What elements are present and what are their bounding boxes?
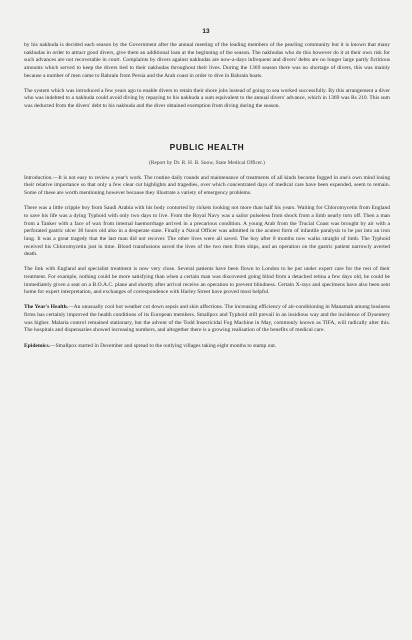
- section-byline: (Report by Dr. R. H. B. Snow, State Medical Officer.): [149, 159, 265, 166]
- page-number: 13: [202, 28, 210, 35]
- paragraph-emergency-cases-text: There was a little cripple boy from Saudi Arabia with his body contorted by rickets looking not more than half his years. Waiting for Chloromycetin from England to save his life was a dying Typhoid with only two days to live. From the Royal Navy was a sailor pulseless from shock from a limb nearly torn off. Then a man from a Tanker with a face of wax from internal haemorrhage arrived in a precarious condition. A young Arab from the Trucial Coast was brought by air with a perforated gastric ulcer 30 hours old also in a desperate state. Finally a Naval Officer was admitted in the acutest form of infantile paralysis to be put into an iron lung. It was a great tragedy that the last man did not recover. The other lives were all saved. The boy after 8 months now walks straight of limb. The Typhoid received his Chloromycetin just in time. Blood transfusions saved the lives of the two men from ships, and an operation on the gastric patient narrowly averted death.: [24, 205, 390, 258]
- page-body: [24, 42, 390, 350]
- section-heading-public-health: PUBLIC HEALTH: [169, 141, 245, 152]
- paragraph-emergency-cases: [24, 205, 390, 259]
- paragraph-years-health-text: —An unusually cool hot weather cut down sepsis and skin affections. The increasing efficiency of air-conditioning in Manamah among business firms has certainly improved the health conditions of its European members. Smallpox and Typhoid still prevail in an insidious way and the incidence of Dysentery was higher. Malaria control remained stationary, but the advent of the Todd Insecticidal Fog Machine in May, commonly known as TIFA, will radically alter this. The hospitals and dispensaries showed increasing numbers, and altogether there is a growing realisation of the benefits of medical care.: [24, 304, 390, 334]
- paragraph-specialist-treatment: [24, 266, 390, 297]
- paragraph-introduction: [24, 175, 390, 198]
- paragraph-shore-jobs-system: The system which was introduced a few years ago to enable divers to retain their shore jobs instead of going to sea worked successfully. By this arrangement a diver who was indebted to a nakhuda could avoid diving by repaying to his nakhuda a sum equivalent to the annual divers' advance, which in 1369 was Rs 210. This sum was deducted from the divers' debt to his nakhuda and the diver obtained exemption from diving during the season.: [24, 87, 390, 110]
- paragraph-divers-loans: by his nakhuda is decided each season by the Government after the annual meeting of the leading members of the pearling community but it is known that many nakhudas in order to attract good divers, give them an additional loan at the beginning of the season. The nakhudas who do this however do it at their own risk for such advances are not recoverable in court. Complaints by divers against nakhudas are now-a-days infrequent and divers' debts are no longer large partly fictitious amounts which served to keep the divers tied to their nakhudas throughout their lives. During the 1369 season there was no shortage of divers, this was mainly because a number of men came to Bahrain from Persia and the Arab coast in order to dive in Bahrain boats.: [24, 42, 390, 79]
- paragraph-epidemics-text: —Smallpox started in December and spread to the outlying villages taking eight months to stamp out.: [50, 342, 277, 349]
- paragraph-years-health-lead: The Year's Health.: [24, 304, 69, 311]
- paragraph-epidemics-lead: Epidemics.: [24, 342, 51, 349]
- paragraph-introduction-text: Introduction.—It is not easy to review a year's work. The routine daily rounds and maintenance of treatments of all kinds become fogged in one's own mind losing their relative importance so that only a few clear cut highlights and tragedies, over which concentrated days of medical care have been expended, seem to remain. Some of these are worth mentioning however because they illustrate a variety of emergency problems.: [24, 174, 390, 197]
- paragraph-years-health: [24, 304, 390, 335]
- paragraph-epidemics: [24, 343, 390, 351]
- paragraph-specialist-treatment-text: The link with England and specialist treatment is now very close. Several patients have been flown to London to be put under expert care for the rest of their treatment. For example, nothing could be more satisfying than when a certain man was discovered going blind from a detached retina a few days old, he could be immediately given a seat on a B.O.A.C. plane and shortly after arrival receive an operation to prevent blindness. Certain X-rays and specimens have also been sent home for expert interpretation, and exchanges of correspondence with Harley Street have proved most helpful.: [24, 266, 390, 296]
